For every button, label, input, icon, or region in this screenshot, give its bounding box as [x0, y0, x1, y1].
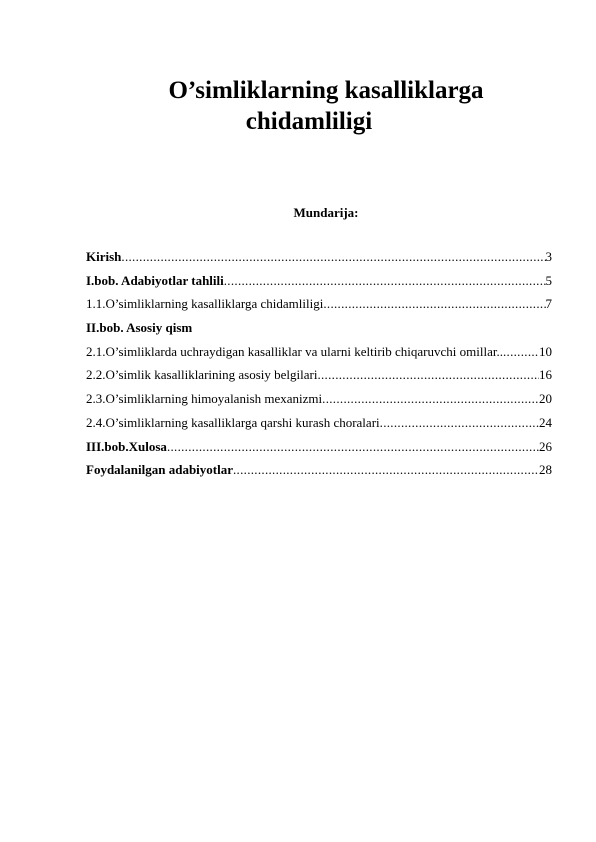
- toc-entry-label: I.bob. Adabiyotlar tahlili: [86, 272, 224, 288]
- toc-entry-page: 16: [539, 367, 552, 383]
- toc-leader-dots: [317, 367, 539, 383]
- document-title-line2: chidamliligi: [245, 108, 373, 135]
- toc-entry: [86, 367, 552, 391]
- toc-entry: [86, 344, 552, 368]
- toc-entry-page: 24: [539, 414, 552, 430]
- toc-entry: [86, 320, 552, 344]
- toc-entry-label: 2.1.O’simliklarda uchraydigan kasalliklar va ularni keltirib chiqaruvchi omillar..: [86, 343, 503, 359]
- toc-entry: [86, 439, 552, 463]
- toc-leader-dots: [233, 462, 539, 478]
- toc-entry-page: 7: [545, 296, 552, 312]
- toc-leader-dots: [224, 273, 546, 289]
- toc-entry: [86, 273, 552, 297]
- table-of-contents: [86, 249, 552, 486]
- toc-heading: Mundarija:: [293, 205, 359, 220]
- toc-leader-dots: [121, 249, 545, 265]
- toc-entry-label: 2.2.O’simlik kasalliklarining asosiy belgilari: [86, 367, 318, 383]
- toc-entry-page: 20: [539, 391, 552, 407]
- document-title-line1: O’simliklarning kasalliklarga: [168, 77, 484, 104]
- toc-entry-page: 28: [539, 462, 552, 478]
- toc-entry-label: II.bob. Asosiy qism: [86, 320, 193, 336]
- toc-entry: [86, 391, 552, 415]
- toc-leader-dots: [380, 415, 539, 431]
- toc-entry: [86, 415, 552, 439]
- toc-entry: [86, 296, 552, 320]
- toc-entry-page: 26: [539, 438, 552, 454]
- toc-entry-page: 5: [545, 272, 552, 288]
- toc-leader-dots: [167, 439, 539, 455]
- toc-entry-label: 1.1.O’simliklarning kasalliklarga chidamliligi: [86, 296, 324, 312]
- toc-entry-label: Kirish: [86, 249, 122, 264]
- toc-entry-label: 2.3.O’simliklarning himoyalanish mexanizmi: [86, 391, 323, 407]
- toc-entry-label: Foydalanilgan adabiyotlar: [86, 462, 233, 478]
- toc-entry: [86, 249, 552, 273]
- toc-leader-dots: [323, 296, 545, 312]
- toc-entry-label: 2.4.O’simliklarning kasalliklarga qarshi kurash choralari: [86, 414, 380, 430]
- toc-entry-label: III.bob.Xulosa: [86, 438, 167, 454]
- toc-entry-page: 3: [545, 249, 552, 264]
- toc-leader-dots: [503, 344, 539, 360]
- toc-leader-dots: [322, 391, 539, 407]
- toc-entry: [86, 462, 552, 486]
- toc-entry-page: 10: [539, 343, 552, 359]
